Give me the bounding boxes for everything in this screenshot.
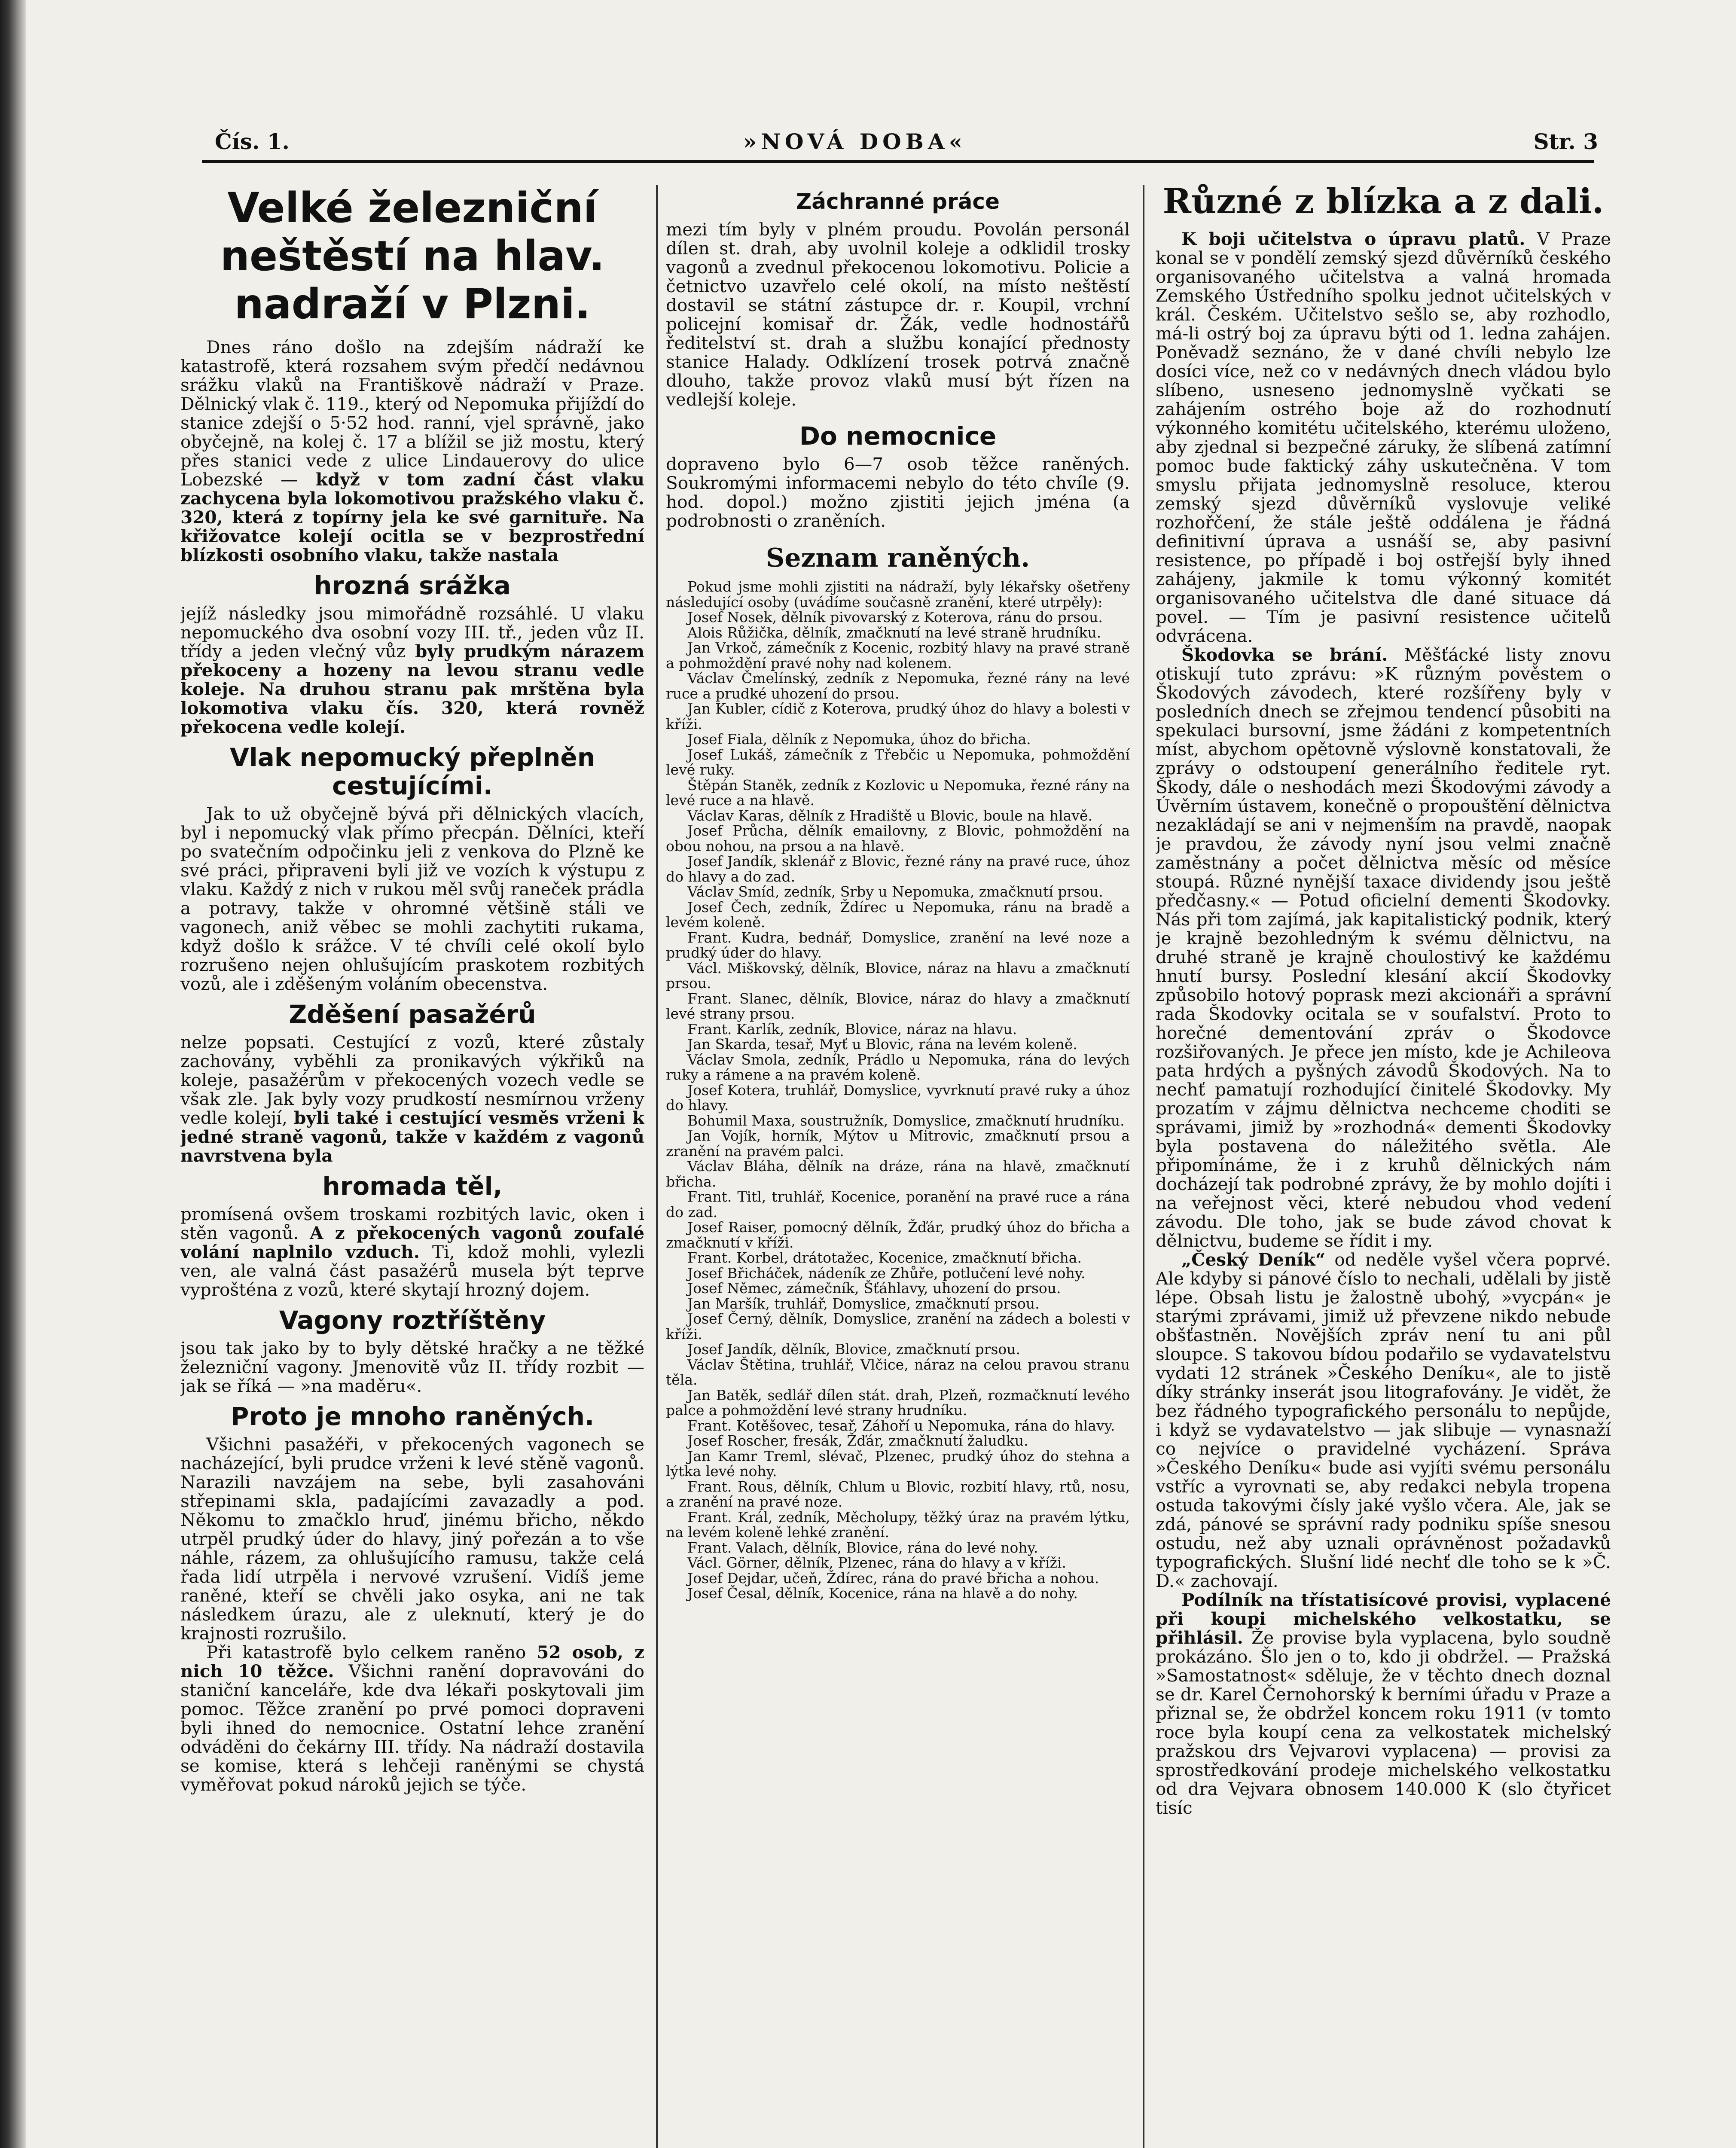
list-item: Alois Růžička, dělník, zmačknutí na levé straně hrudníku. [687,624,1101,641]
list-item: Frant. Kotěšovec, tesař, Záhoří u Nepomuka, rána do hlavy. [687,1417,1115,1434]
paragraph [1156,1590,1611,1817]
bold-text-run: když v tom zadní část vlaku zachycena byla lokomotivou pražského vlaku č. 320, která z topírny jela ke své garnituře. Na křižovatce kolejí ocitla se v bezprostřední blízkosti osobního vlaku, takže nastala [180,469,644,565]
list-item: Václav Smíd, zedník, Srby u Nepomuka, zmačknutí prsou. [687,883,1103,900]
page-number: Str. 3 [1533,129,1598,154]
paragraph: Všichni pasažéři, v překocených vagonech se nacházející, byli prudce vrženi k levé stěně vagonů. Narazili navzájem na sebe, byli zasahováni střepinami skla, padajícími zavazadly a pod. Někomu to zmačklo hruď, jinému břicho, někdo utrpěl prudký úder do hlavy, jiný pořezán a to vše náhle, rázem, za ohlušujícího ramusu, takže celá řada lidí utrpěla i nervové vzrušení. Vidíš jeme raněné, kteří se chvěli jako osyka, ani ne tak následkem úrazu, ale z uleknutí, který je do krajnosti rozrušilo. [180,1434,644,1644]
list-item: Václav Karas, dělník z Hradiště u Blovic, boule na hlavě. [687,807,1092,824]
subheading: Zděšení pasažérů [289,1000,536,1029]
paragraph [1156,229,1611,645]
list-item: Josef Lukáš, zámečník z Třebčic u Nepomuka, pohmoždění levé ruky. [666,746,1130,778]
paragraph-lead: „Český Deník“ [1181,1249,1326,1270]
list-item: Josef Dejdar, učeň, Ždírec, rána do pravé břicha a nohou. [687,1569,1099,1587]
list-item: Frant. Rous, dělník, Chlum u Blovic, rozbití hlavy, rtů, nosu, a zranění na pravé noze. [666,1478,1130,1510]
list-item: Frant. Král, zedník, Měcholupy, těžký úraz na pravém lýtku, na levém koleně lehké zranění. [666,1508,1130,1541]
paragraph: dopraveno bylo 6—7 osob těžce raněných. Soukromými informacemi nebylo do této chvíle (9. hod. dopol.) možno zjistiti jejich jména (a podrobnosti o zraněních. [666,454,1130,531]
newspaper-title: »NOVÁ DOBA« [743,129,967,154]
subheading: Záchranné práce [796,189,1000,214]
page-header [180,129,1598,159]
paragraph [1156,645,1611,1250]
header-rule [202,160,1594,163]
list-item: Jan Vrkoč, zámečník z Kocenic, rozbitý hlavy na pravé straně a pohmoždění pravé nohy nad kolenem. [666,639,1130,671]
list-item: Bohumil Maxa, soustružník, Domyslice, zmačknutí hrudníku. [687,1112,1125,1129]
list-item: Josef Němec, zámečník, Šťáhlavy, uhození do prsou. [687,1280,1061,1297]
column-3 [1156,180,1611,2148]
page-left-edge [0,0,26,2148]
bold-text-run: byli také i cestující vesměs vrženi k jedné straně vagonů, takže v každém z vagonů navrstvena byla [180,1108,644,1166]
text-run: Při katastrofě bylo celkem raněno [206,1642,537,1663]
list-item: Frant. Korbel, drátotažec, Kocenice, zmačknutí břicha. [687,1249,1082,1266]
paragraph [180,1643,644,1794]
paragraph: mezi tím byly v plném proudu. Povolán personál dílen st. drah, aby uvolnil koleje a odklidil trosky vagonů a zvednul překocenou lokomotivu. Policie a četnictvo uzavřelo celé okolí, na místo neštěstí dostavil se státní zástupce dr. r. Koupil, vrchní policejní komisař dr. Žák, vedle hodnostářů ředitelství st. drah a službu konající přednosty stanice Halady. Odklízení trosek potrvá značně dlouho, takže provoz vlaků musí být řízen na vedlejší koleje. [666,219,1130,410]
subheading: hromada těl, [322,1172,503,1201]
subheading: Seznam raněných. [766,543,1030,573]
subheading: Proto je mnoho raněných. [230,1402,595,1431]
bold-text-run: byly prudkým nárazem překoceny a hozeny na levou stranu vedle koleje. Na druhou stranu pak mrštěna byla lokomotiva vlaku čís. 320, která rovněž překocena vedle kolejí. [180,641,644,737]
list-item: Jan Vojík, horník, Mýtov u Mitrovic, zmačknutí prsou a zranění na pravém palci. [666,1127,1130,1159]
text-run: Ti, kdož mohli, vylezli ven, ale valná část pasažérů musela být teprve vyprošténa z vozů, které skytají hrozný dojem. [180,1242,644,1300]
text-run: od neděle vyšel včera poprvé. Ale kdyby si pánové číslo to nechali, udělali by jistě lépe. Obsah listu je žalostně ubohý, »vycpán« je starými zprávami, jimiž už převzene nikdo nebude obšťastněn. Novějších zpráv není tu ani půl sloupce. S takovou bídou podařilo se vydavatelstvu vydati 12 stránek »Českého Deníku«, ale to jistě díky stránky inserát jsou litografovány. Je vidět, že bez řádného typografického personálu to nepůjde, i když se vydavatelstvo — jak slibuje — vynasnaží co nejvíce o pravidelné vycházení. Správa »Českého Deníku« bude asi vyjíti svému personálu vstříc a vyrovnati se, aby redakci nebyla tropena ostuda takovými čísly jaké vyšlo včera. Ale, jak se zdá, pánové se správní rady podniku spíše snesou ostudu, než aby uznali oprávněnost požadavků typografických. Slušní lidé nechť dle toho se k »Č. D.« zachovají. [1156,1249,1611,1591]
list-item: Josef Nosek, dělník pivovarský z Koterova, ránu do prsou. [687,609,1103,625]
paragraph [180,1033,644,1165]
subheading: hrozná srážka [314,571,511,600]
paragraph [180,604,644,736]
list-item: Václ. Miškovský, dělník, Blovice, náraz na hlavu a zmačknutí prsou. [666,959,1130,992]
list-item: Jan Kubler, cídič z Koterova, prudký úhoz do hlavy a bolesti v kříži. [666,700,1130,732]
issue-number: Čís. 1. [215,129,290,154]
subheading: Vlak nepomucký přeplněn cestujícími. [229,743,595,800]
paragraph-lead: Škodovka se brání. [1181,644,1388,665]
list-item: Josef Raiser, pomocný dělník, Žďár, prudký úhoz do břicha a zmačknutí v kříži. [666,1219,1130,1251]
list-item: Jan Skarda, tesař, Myť u Blovic, rána na levém koleně. [687,1036,1077,1053]
text-run: Že provise byla vyplacena, bylo soudně prokázáno. Šlo jen o to, kdo ji obdržel. — Pražská »Samostatnost« sděluje, že v těchto dnech doznal se dr. Karel Černohorský k berními úřadu v Praze a přiznal se, že obdržel koncem roku 1911 (v tomto roce byla koupí cena za velkostatek michelský pražskou drs Vejvarovi vyplacena) — provisi za sprostředkování prodeje michelského velkostatku od dra Vejvara obnosem 140.000 K (slo čtyřicet tisíc [1156,1627,1611,1818]
list-item: Frant. Kudra, bednář, Domyslice, zranění na levé noze a prudký úder do hlavy. [666,929,1130,961]
list-item: Václav Štětina, truhlář, Vlčice, náraz na celou pravou stranu těla. [666,1356,1130,1388]
list-item: Václ. Görner, dělník, Plzenec, rána do hlavy a v kříži. [687,1554,1066,1571]
section-headline: Různé z blízka a z dali. [1162,181,1604,221]
list-item: Jan Maršík, truhlář, Domyslice, zmačknutí prsou. [687,1295,1040,1312]
injured-entries [666,610,1130,1601]
article-headline: Velké železniční neštěstí na hlav. nadraží v Plzni. [220,184,605,328]
list-item: Frant. Valach, dělník, Blovice, rána do levé nohy. [687,1539,1038,1556]
list-item: Frant. Slanec, dělník, Blovice, náraz do hlavy a zmačknutí levé strany prsou. [666,990,1130,1022]
list-item: Josef Břicháček, nádeník ze Zhůře, potlučení levé nohy. [687,1264,1086,1281]
list-item: Jan Kamr Treml, slévač, Plzenec, prudký úhoz do stehna a lýtka levé nohy. [666,1447,1130,1480]
text-run: V Praze konal se v pondělí zemský sjezd důvěrníků českého organisovaného učitelstva a valná hromada Zemského Ústředního spolku jednot učitelských v král. Českém. Učitelstvo sešlo se, aby rozhodlo, má-li ostrý boj za úpravu býti od 1. ledna zahájen. Poněvadž seznáno, že v dané chvíli nebylo lze dosíci více, než co v nedávných dnech vládou bylo slíbeno, usneseno jednomyslně vyčkati se zahájením ostrého boje až do rozhodnutí výkonného komitétu učitelského, kterému uloženo, aby zjednal si bezpečné záruky, že slíbená zatímní pomoc bude faktický záhy uskutečněna. V tom smyslu přijata jednomyslně resoluce, kterou zemský sjezd důvěrníků vyslovuje veliké rozhořčení, že stále ještě oddálena je řádná definitivní úprava a usnáší se, aby pasivní resistence, po případě i boj ostřejší byly ihned zahájeny, jakmile k tomu výkonný komitét organisovaného učitelstva dle dané situace dá povel. — Tím je pasivní resistence učitelů odvrácena. [1156,229,1611,646]
paragraph [1156,1250,1611,1590]
injured-list [666,579,1130,1601]
list-item: Josef Jandík, dělník, Blovice, zmačknutí prsou. [687,1341,1021,1358]
list-item: Frant. Titl, truhlář, Kocenice, poranění na pravé ruce a rána do zad. [666,1188,1130,1220]
list-item: Josef Česal, dělník, Kocenice, rána na hlavě a do nohy. [687,1585,1078,1602]
paragraph-lead: Podílník na třístatisícové provisi, vyplacené při koupi michelského velkostatku, se přihlásil. [1156,1590,1611,1648]
paragraph [180,1205,644,1299]
list-item: Václav Čmelínský, zedník z Nepomuka, řezné rány na levé ruce a prudké uhození do prsou. [666,670,1130,702]
subheading: Vagony roztříštěny [279,1306,546,1335]
list-item: Václav Bláha, dělník na dráze, rána na hlavě, zmačknutí břicha. [666,1158,1130,1190]
text-run: Všichni ranění dopravováni do staniční kanceláře, kde dva lékaři poskytovali jim pomoc. Těžce zranění po prvé pomoci dopraveni byli ihned do nemocnice. Ostatní lehce zranění odváděni do čekárny III. třídy. Na nádraží dostavila se komise, která s lehčeji raněnými se chystá vyměřovat pokud nároků jejich se týče. [180,1661,644,1795]
bold-text-run: A z překocených vagonů zoufalé volání naplnilo vzduch. [180,1223,644,1262]
text-run: Dnes ráno došlo na zdejším nádraží ke katastrofě, která rozsahem svým předčí nedávnou srážku vlaků na Františkově nádraží v Praze. Dělnický vlak č. 119., který od Nepomuka přijíždí do stanice zdejší o 5·52 hod. ranní, vjel správně, jako obyčejně, na kolej č. 17 a blížil se již mostu, který přes stanici vede z ulice Lindauerovy do ulice Lobezské — [180,337,644,490]
column-2 [666,180,1130,2148]
paragraph [180,338,644,564]
list-item: Frant. Karlík, zedník, Blovice, náraz na hlavu. [687,1020,1017,1037]
list-item: Josef Fiala, dělník z Nepomuka, úhoz do břicha. [687,731,1031,748]
list-item: Josef Průcha, dělník emailovny, z Blovic, pohmoždění na obou nohou, na prsou a na hlavě. [666,822,1130,854]
column-separator [1143,185,1144,2148]
list-item: Václav Smola, zedník, Prádlo u Nepomuka, rána do levých ruky a rámene a na pravém koleně. [666,1051,1130,1083]
bold-text-run: 52 osob, z nich 10 těžce. [180,1642,644,1681]
list-item: Josef Jandík, sklenář z Blovic, řezné rány na pravé ruce, úhoz do hlavy a do zad. [666,853,1130,885]
paragraph: Jak to už obyčejně bývá při dělnických vlacích, byl i nepomucký vlak přímo přecpán. Dělníci, kteří po svatečním odpočinku jeli z venkova do Plzně ke své práci, připraveni byli již ve vozích k výstupu z vlaku. Každý z nich v rukou měl svůj raneček prádla a potravy, takže v ohromné většině stáli ve vagonech, aniž věbec se mohli zachytiti rukama, když došlo k srážce. V té chvíli celé okolí bylo rozrušeno nejen ohlušujícím praskotem rozbitých vozů, ale i zděšeným voláním obecenstva. [180,803,644,994]
list-item: Jan Batěk, sedlář dílen stát. drah, Plzeň, rozmačknutí levého palce a pohmoždění levé strany hrudníku. [666,1386,1130,1419]
list-item: Josef Černý, dělník, Domyslice, zranění na zádech a bolesti v kříži. [666,1310,1130,1342]
subheading: Do nemocnice [799,421,997,451]
list-intro: Pokud jsme mohli zjistiti na nádraží, byly lékařsky ošetřeny následující osoby (uvádíme současně zranění, které utrpěly): [666,578,1130,610]
column-1 [180,180,644,2148]
list-item: Josef Roscher, fresák, Žďár, zmačknutí žaludku. [687,1432,1028,1449]
list-item: Josef Kotera, truhlář, Domyslice, vyvrknutí pravé ruky a úhoz do hlavy. [666,1081,1130,1114]
list-item: Štěpán Staněk, zedník z Kozlovic u Nepomuka, řezné rány na levé ruce a na hlavě. [666,776,1130,809]
list-item: Josef Čech, zedník, Ždírec u Nepomuka, ránu na bradě a levém koleně. [666,898,1130,931]
paragraph-lead: K boji učitelstva o úpravu platů. [1181,229,1525,249]
column-separator [656,185,658,2148]
paragraph: jsou tak jako by to byly dětské hračky a ne těžké železniční vagony. Jmenovitě vůz II. třídy rozbit — jak se říká — »na maděru«. [180,1338,644,1396]
text-run: nelze popsati. Cestující z vozů, které zůstaly zachovány, vyběhli za pronikavých výkřiků na koleje, pasažérům v překocených vozech vedle se však zle. Jak byly vozy prudkostí nesmírnou vrženy vedle kolejí, [180,1032,644,1128]
text-run: jejíž následky jsou mimořádně rozsáhlé. U vlaku nepomuckého dva osobní vozy III. tř., jeden vůz II. třídy a jeden vlečný vůz [180,603,644,662]
text-run: Měšťácké listy znovu otiskují tuto zprávu: »K různým pověstem o Škodových závodech, které rozšířeny byly v posledních dnech se zřejmou tendencí působiti na spekulaci bursovní, jsme žádáni z kompetentních míst, abychom opětovně výslovně konstatovali, že zprávy o odstoupení generálního ředitele ryt. Škody, dále o neshodách mezi Škodovými závody a Úvěrním ústavem, konečně o propouštění dělnictva nezakládají se ani v nejmenším na pravdě, naopak je pravdou, že závody nyní jsou velmi značně zaměstnány a počet dělnictva měsíc od měsíce stoupá. Různé nynější taxace dividendy jsou ještě předčasny.« — Potud oficielní dementi Škodovky. Nás při tom zajímá, jak kapitalistický podnik, který je krajně bezohledným k svému dělnictvu, na druhé straně je krajně choulostivý ke každému hnutí bursy. Poslední klesání akcií Škodovky způsobilo hotový poprask mezi akcionáři a správní rada Škodovky ocitala se v soufalství. Proto to horečné dementování zpráv o Škodovce rozšiřovaných. Je přece jen místo, kde je Achileova pata hrdých a pyšných závodů Škodových. Na to nechť pamatují rozhodující činitelé Škodovky. My prozatím v zájmu dělnictva nechceme choditi se správami, jimiž by »rozhodná« dementi Škodovky byla postavena do náležitého světla. Ale připomínáme, že i z kruhů dělnických nám docházejí tak podrobné zprávy, že by mohlo dojíti i na veřejnost věci, které nebudou vhod vedení závodu. Dle toho, jak se bude závod chovat k dělnictvu, budeme se řídit i my. [1156,644,1611,1251]
text-run: promísená ovšem troskami rozbitých lavic, oken i stěn vagonů. [180,1204,644,1243]
